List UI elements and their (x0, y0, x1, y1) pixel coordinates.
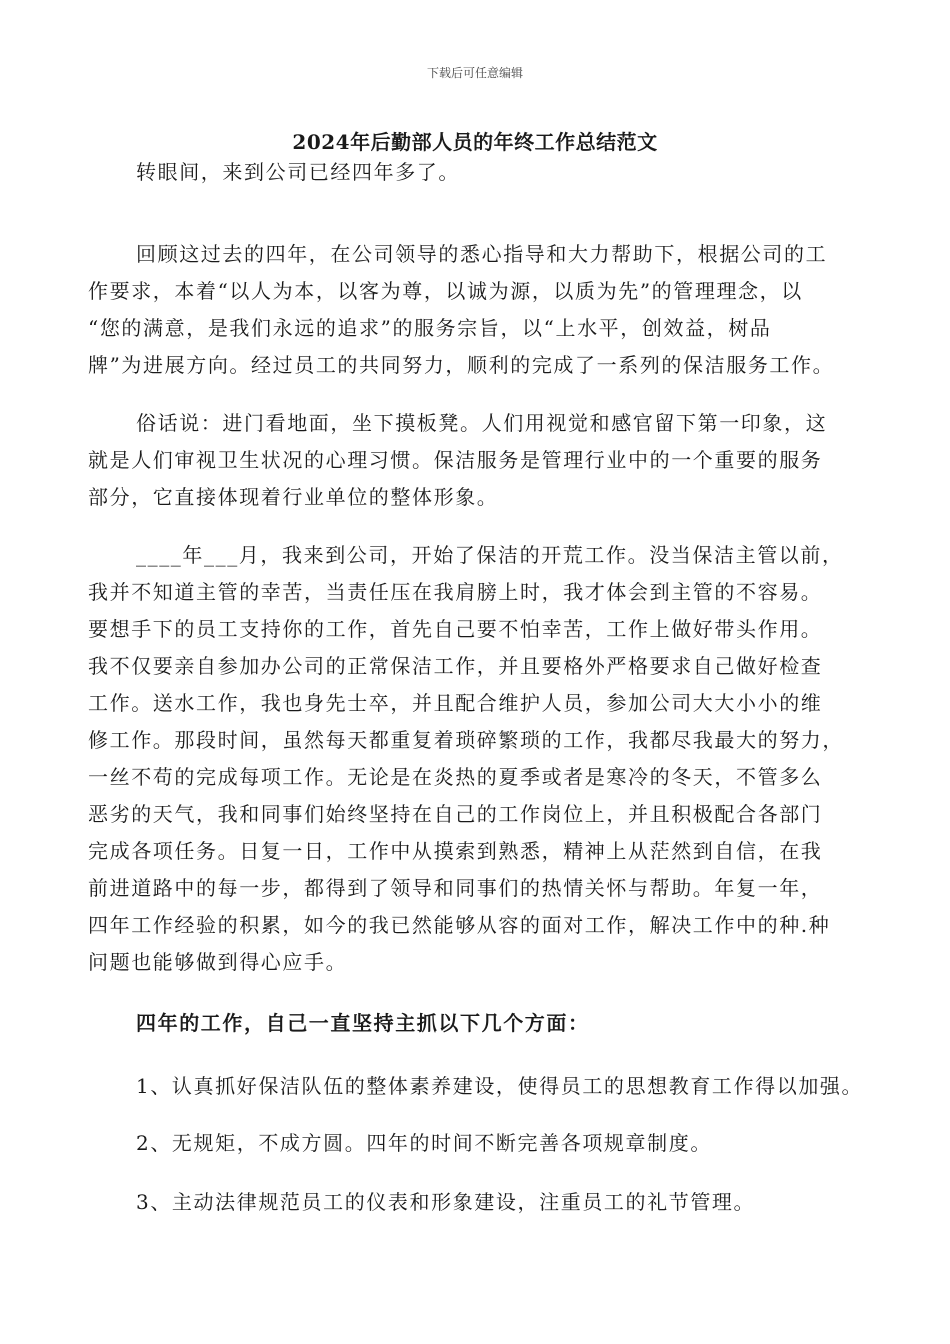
paragraph-line: 一丝不苟的完成每项工作。无论是在炎热的夏季或者是寒冷的冬天，不管多么 (88, 765, 823, 789)
paragraph-line: 作要求，本着“以人为本，以客为尊，以诚为源，以质为先”的管理理念，以 (88, 279, 803, 303)
paragraph-4 (88, 537, 873, 981)
document-title: 2024年后勤部人员的年终工作总结范文 (292, 130, 658, 154)
paragraph-3 (88, 405, 873, 516)
paragraph-line: 我不仅要亲自参加办公司的正常保洁工作，并且要格外严格要求自己做好检查 (88, 654, 823, 678)
paragraph-line: “您的满意，是我们永远的追求”的服务宗旨，以“上水平，创效益，树品 (88, 316, 772, 340)
paragraph-2 (88, 236, 873, 384)
section-heading (88, 1005, 873, 1042)
paragraph-line: 我并不知道主管的幸苦，当责任压在我肩膀上时，我才体会到主管的不容易。 (88, 580, 823, 604)
paragraph-line: 四年工作经验的积累，如今的我已然能够从容的面对工作，解决工作中的种.种 (88, 913, 831, 937)
paragraph-line: 完成各项任务。日复一日，工作中从摸索到熟悉，精神上从茫然到自信，在我 (88, 839, 823, 863)
paragraph-line: 恶劣的天气，我和同事们始终坚持在自己的工作岗位上，并且积极配合各部门 (88, 802, 823, 826)
paragraph-line: 工作。送水工作，我也身先士卒，并且配合维护人员，参加公司大大小小的维 (88, 691, 823, 715)
paragraph-line: 问题也能够做到得心应手。 (88, 950, 348, 974)
list-item-2 (88, 1125, 873, 1162)
paragraph-line: 牌”为进展方向。经过员工的共同努力，顺利的完成了一系列的保洁服务工作。 (88, 353, 835, 377)
paragraph-line: 前进道路中的每一步，都得到了领导和同事们的热情关怀与帮助。年复一年， (88, 876, 823, 900)
paragraph-line: 修工作。那段时间，虽然每天都重复着琐碎繁琐的工作，我都尽我最大的努力， (88, 728, 844, 752)
paragraph-line: 就是人们审视卫生状况的心理习惯。保洁服务是管理行业中的一个重要的服务 (88, 448, 823, 472)
section-heading-text: 四年的工作，自己一直坚持主抓以下几个方面： (136, 1011, 590, 1035)
list-item-text: 1、认真抓好保洁队伍的整体素养建设，使得员工的思想教育工作得以加强。 (136, 1074, 864, 1098)
paragraph-line: 要想手下的员工支持你的工作，首先自己要不怕幸苦，工作上做好带头作用。 (88, 617, 823, 641)
header-note: 下载后可任意编辑 (426, 66, 523, 80)
list-item-text: 3、主动法律规范员工的仪表和形象建设，注重员工的礼节管理。 (136, 1190, 756, 1214)
paragraph-line: ____年___月，我来到公司，开始了保洁的开荒工作。没当保洁主管以前， (136, 543, 844, 567)
paragraph-line: 部分，它直接体现着行业单位的整体形象。 (88, 485, 499, 509)
list-item-3 (88, 1184, 873, 1221)
paragraph-line: 转眼间，来到公司已经四年多了。 (136, 160, 460, 184)
list-item-1 (88, 1068, 873, 1105)
paragraph-1 (88, 154, 873, 191)
paragraph-line: 俗话说：进门看地面，坐下摸板凳。人们用视觉和感官留下第一印象，这 (136, 411, 828, 435)
list-item-text: 2、无规矩，不成方圆。四年的时间不断完善各项规章制度。 (136, 1131, 712, 1155)
paragraph-line: 回顾这过去的四年，在公司领导的悉心指导和大力帮助下，根据公司的工 (136, 242, 828, 266)
